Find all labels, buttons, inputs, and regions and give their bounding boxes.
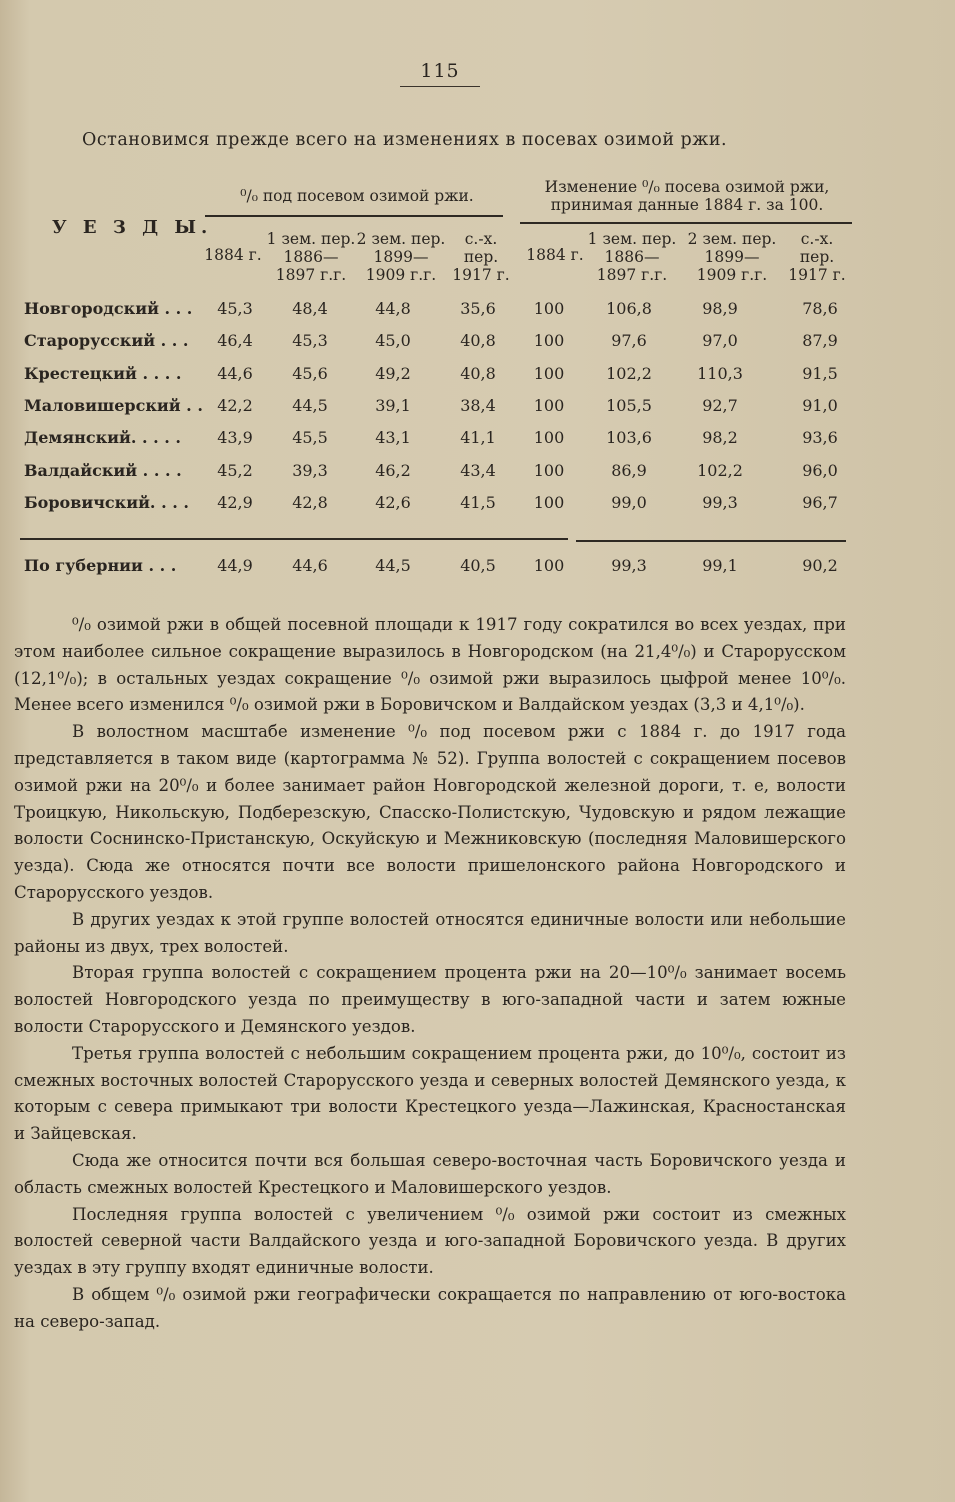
total-rule-right [576,540,846,542]
cell: 102,2 [697,460,743,480]
cell: 96,7 [802,492,838,512]
cell: 100 [533,363,565,383]
cell: 38,4 [460,395,496,415]
cell: 42,2 [217,395,253,415]
paragraph: Третья группа волостей с небольшим сокращением процента ржи, до 10⁰/₀, состоит из смежных восточных волостей Старорусского уезда и северных волостей Демянского уезда, к которым с севера примыкают три волости Крестецкого уезда—Лажинская, Красностанская и Зайцевская. [14,1043,846,1144]
col2-1884-header: 1884 г. [526,246,584,264]
cell: 45,6 [292,363,328,383]
cell: 45,3 [292,331,328,351]
cell: 41,5 [460,492,496,512]
cell: 100 [533,556,565,575]
cell: 44,6 [292,556,328,575]
cell: 41,1 [460,428,496,448]
cell: 39,1 [375,395,411,415]
cell: 99,3 [702,492,738,512]
group2-rule [520,222,852,224]
cell: 45,5 [292,428,328,448]
cell: 93,6 [802,428,838,448]
table-row [0,299,955,323]
cell: 43,1 [375,428,411,448]
cell: 42,9 [217,492,253,512]
cell: 44,6 [217,363,253,383]
group2-header-line1: Изменение ⁰/₀ посева озимой ржи, [544,178,830,196]
cell: 100 [533,428,565,448]
cell: 106,8 [606,299,652,318]
stub-header: У Е З Д Ы. [52,217,213,238]
cell: 99,3 [611,556,647,575]
row-name: Старорусский . . . [24,331,189,351]
paragraph: Сюда же относится почти вся большая северо-восточная часть Боровичского уезда и область смежных волостей Крестецкого и Маловишерского уездов. [14,1150,846,1197]
body-text [14,612,846,1336]
table-row-total [0,556,955,580]
cell: 110,3 [697,363,743,383]
paragraph: Последняя группа волостей с увеличением ⁰/₀ озимой ржи состоит из смежных волостей северной части Валдайского уезда и юго-западной Боровичского уезда. В других уездах в эту группу входят единичные волости. [14,1204,846,1278]
cell: 97,6 [611,331,647,351]
cell: 40,8 [460,363,496,383]
cell: 91,5 [802,363,838,383]
cell: 100 [533,299,565,318]
cell: 40,8 [460,331,496,351]
col2-p3-header: с.-х. пер. 1917 г. [788,230,846,284]
cell: 100 [533,395,565,415]
cell: 44,5 [375,556,411,575]
cell: 92,7 [702,395,738,415]
row-name: Крестецкий . . . . [24,363,182,383]
cell: 86,9 [611,460,647,480]
col-1884-header: 1884 г. [204,246,262,264]
cell: 49,2 [375,363,411,383]
group1-rule [205,215,503,217]
cell: 98,2 [702,428,738,448]
intro-sentence: Остановимся прежде всего на изменениях в посевах озимой ржи. [82,130,728,150]
group1-header: ⁰/₀ под посевом озимой ржи. [240,187,474,205]
cell: 43,9 [217,428,253,448]
cell: 46,4 [217,331,253,351]
page-number: 115 [400,60,480,87]
col-p1-header: 1 зем. пер. 1886— 1897 г.г. [266,230,356,284]
cell: 44,9 [217,556,253,575]
col-p3-header: с.-х. пер. 1917 г. [452,230,510,284]
cell: 100 [533,460,565,480]
cell: 42,6 [375,492,411,512]
cell: 100 [533,492,565,512]
table-row [0,428,955,452]
paragraph: В общем ⁰/₀ озимой ржи географически сокращается по направлению от юго-востока на северо-запад. [14,1284,846,1331]
cell: 105,5 [606,395,652,415]
cell: 43,4 [460,460,496,480]
paragraph: ⁰/₀ озимой ржи в общей посевной площади к 1917 году сократился во всех уездах, при этом наиболее сильное сокращение выразилось в Новгородском (на 21,4⁰/₀) и Старорусском (12,1⁰/₀); в остальных уездах сокращение ⁰/₀ озимой ржи выразилось цыфрой менее 10⁰/₀. Менее всего изменился ⁰/₀ озимой ржи в Боровичском и Валдайском уездах (3,3 и 4,1⁰/₀). [14,615,846,715]
cell: 96,0 [802,460,838,480]
cell: 91,0 [802,395,838,415]
table-row [0,331,955,355]
row-name: Демянский. . . . . [24,428,181,448]
row-name: Боровичский. . . . [24,492,189,512]
cell: 78,6 [802,299,838,318]
cell: 100 [533,331,565,351]
table-row [0,461,955,485]
cell: 39,3 [292,460,328,480]
col2-p1-header: 1 зем. пер. 1886— 1897 г.г. [587,230,677,284]
cell: 44,8 [375,299,411,318]
cell: 87,9 [802,331,838,351]
col-p2-header: 2 зем. пер. 1899— 1909 г.г. [356,230,446,284]
paragraph: Вторая группа волостей с сокращением процента ржи на 20—10⁰/₀ занимает восемь волостей Новгородского уезда по преимуществу в юго-западной части и затем южные волости Старорусского и Демянского уездов. [14,963,846,1036]
table-row [0,493,955,517]
cell: 35,6 [460,299,496,318]
cell: 40,5 [460,556,496,575]
group2-header-line2: принимая данные 1884 г. за 100. [550,196,824,214]
cell: 103,6 [606,428,652,448]
cell: 46,2 [375,460,411,480]
paragraph: В других уездах к этой группе волостей относятся единичные волости или небольшие районы из двух, трех волостей. [14,909,846,956]
cell: 97,0 [702,331,738,351]
cell: 45,2 [217,460,253,480]
cell: 48,4 [292,299,328,318]
total-rule-left [20,538,568,540]
cell: 45,0 [375,331,411,351]
row-name: Валдайский . . . . [24,460,182,480]
cell: 90,2 [802,556,838,575]
cell: 98,9 [702,299,738,318]
cell: 102,2 [606,363,652,383]
row-name: По губернии . . . [24,556,177,575]
table-row [0,364,955,388]
cell: 42,8 [292,492,328,512]
cell: 99,0 [611,492,647,512]
cell: 45,3 [217,299,253,318]
paragraph: В волостном масштабе изменение ⁰/₀ под посевом ржи с 1884 г. до 1917 года представляется в таком виде (картограмма № 52). Группа волостей с сокращением посевов озимой ржи на 20⁰/₀ и более занимает район Новгородской железной дороги, т. е, волости Троицкую, Никольскую, Подберезскую, Спасско-Полистскую, Чудовскую и рядом лежащие волости Соснинско-Пристанскую, Оскуйскую и Межниковскую (последняя Маловишерского уезда). Сюда же относятся почти все волости пришелонского района Новгородского и Старорусского уездов. [14,722,846,902]
row-name: Новгородский . . . [24,299,193,318]
col2-p2-header: 2 зем. пер. 1899— 1909 г.г. [687,230,777,284]
cell: 44,5 [292,395,328,415]
table-row [0,396,955,420]
cell: 99,1 [702,556,738,575]
row-name: Маловишерский . . [24,395,203,415]
